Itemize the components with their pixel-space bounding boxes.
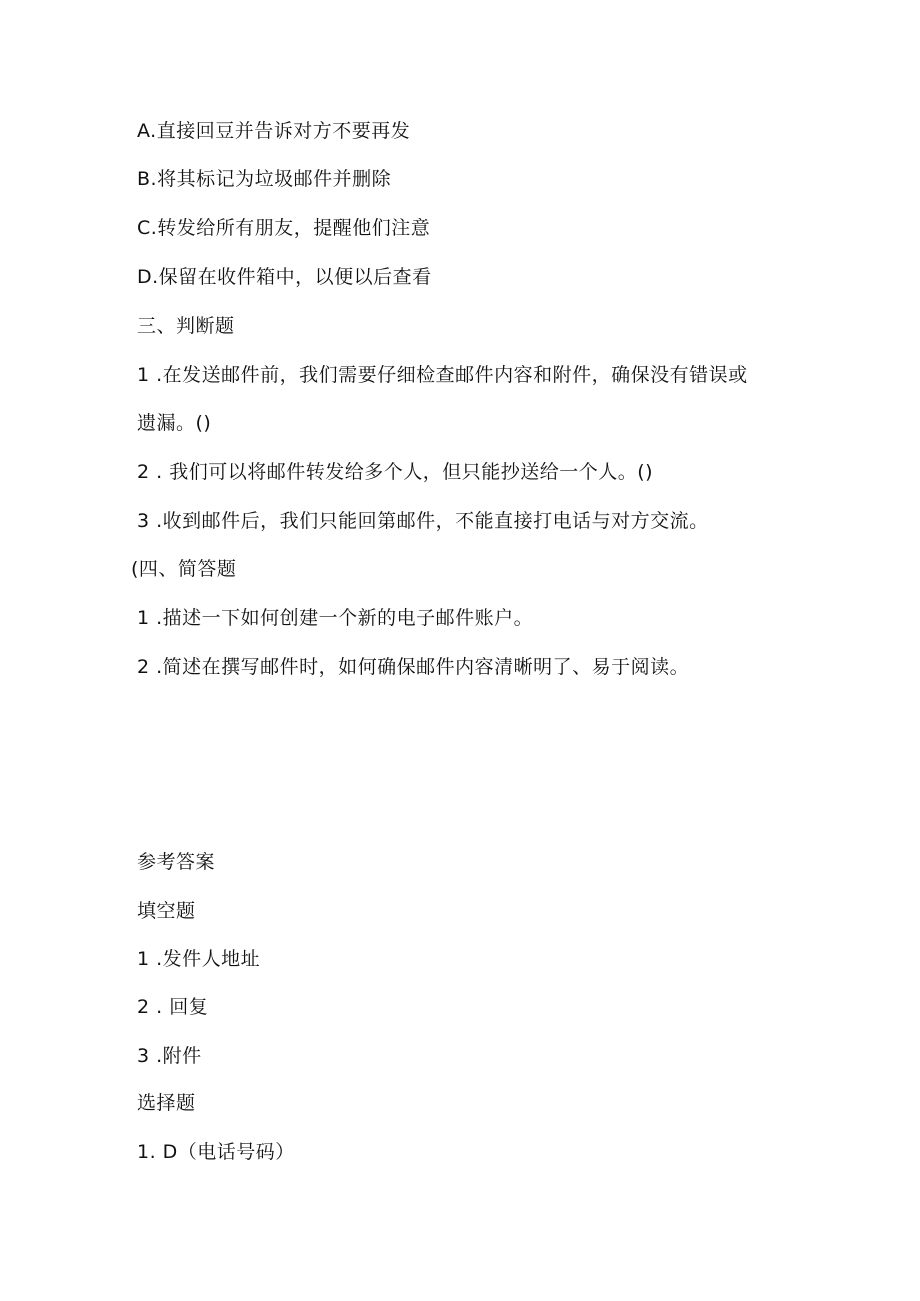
question-2: 2 . 我们可以将邮件转发给多个人，但只能抄送给一个人。() bbox=[137, 461, 654, 483]
answer-fill-2: 2 . 回复 bbox=[137, 996, 209, 1018]
answers-fill-blank-heading: 填空题 bbox=[137, 900, 196, 922]
question-3: 3 .收到邮件后，我们只能回第邮件，不能直接打电话与对方交流。 bbox=[137, 510, 709, 532]
answers-choice-heading: 选择题 bbox=[137, 1092, 196, 1114]
answers-heading: 参考答案 bbox=[137, 851, 216, 873]
section-heading-short-answer: (四、简答题 bbox=[131, 558, 237, 580]
short-answer-1: 1 .描述一下如何创建一个新的电子邮件账户。 bbox=[137, 607, 534, 629]
section-heading-true-false: 三、判断题 bbox=[137, 315, 235, 337]
answer-fill-1: 1 .发件人地址 bbox=[137, 948, 261, 970]
option-c: C.转发给所有朋友，提醒他们注意 bbox=[137, 217, 431, 239]
question-1-continued: 遗漏。() bbox=[137, 412, 212, 434]
answer-fill-3: 3 .附件 bbox=[137, 1045, 202, 1067]
option-d: D.保留在收件箱中，以便以后查看 bbox=[137, 266, 432, 288]
question-1: 1 .在发送邮件前，我们需要仔细检查邮件内容和附件，确保没有错误或 bbox=[137, 364, 748, 386]
answer-choice-1: 1. D（电话号码） bbox=[137, 1141, 295, 1163]
option-a: A.直接回豆并告诉对方不要再发 bbox=[137, 120, 411, 142]
option-b: B.将其标记为垃圾邮件并删除 bbox=[137, 168, 392, 190]
short-answer-2: 2 .简述在撰写邮件时，如何确保邮件内容清晰明了、易于阅读。 bbox=[137, 656, 690, 678]
